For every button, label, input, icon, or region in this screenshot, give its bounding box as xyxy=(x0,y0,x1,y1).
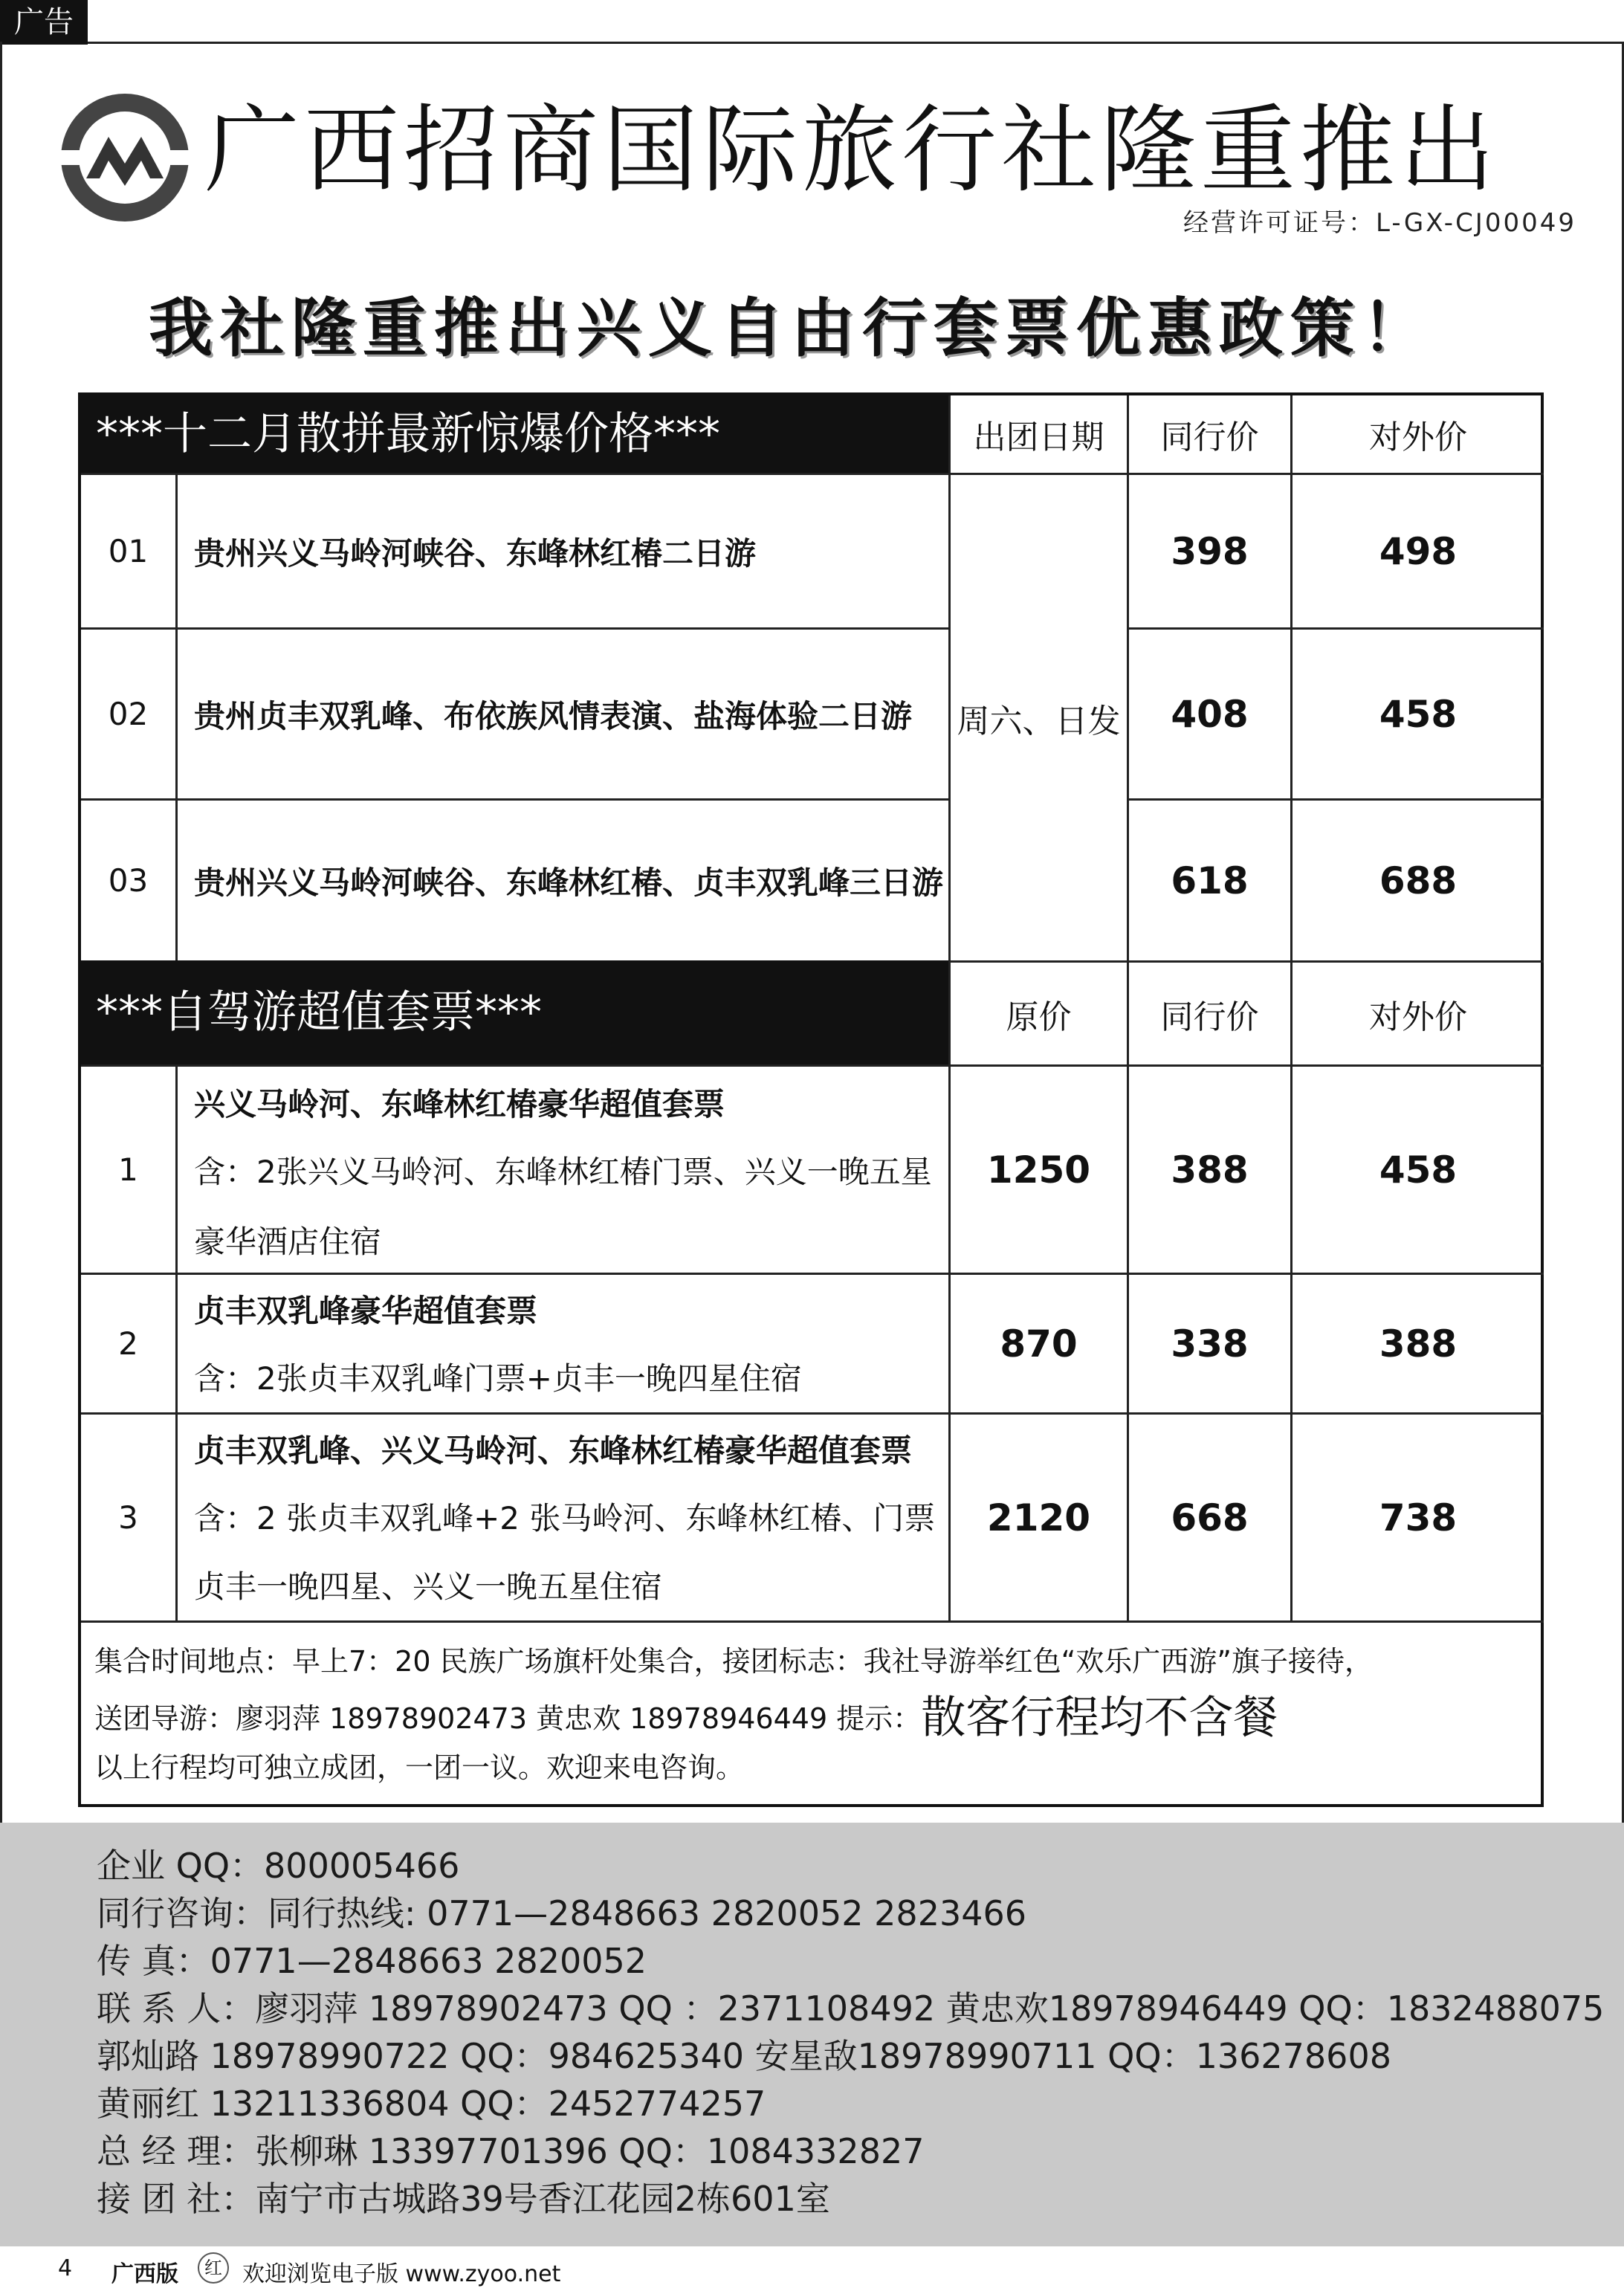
trade-price: 398 xyxy=(1127,473,1290,627)
contact-line: 同行咨询：同行热线: 0771—2848663 2820052 2823466 xyxy=(97,1893,1027,1933)
package-details xyxy=(175,1064,948,1273)
trade-price: 408 xyxy=(1127,627,1290,798)
route-name: 贵州兴义马岭河峡谷、东峰林红椿二日游 xyxy=(175,473,948,627)
route-name: 贵州贞丰双乳峰、布依族风情表演、盐海体验二日游 xyxy=(175,627,948,798)
contact-line: 黄丽红 13211336804 QQ：2452774257 xyxy=(97,2084,766,2124)
page-number: 4 xyxy=(58,2255,73,2281)
col-trade-price: 同行价 xyxy=(1127,395,1290,473)
website-link[interactable]: 欢迎浏览电子版 www.zyoo.net xyxy=(242,2261,561,2287)
page-frame-top xyxy=(88,42,1624,44)
retail-price: 688 xyxy=(1290,798,1544,960)
original-price: 2120 xyxy=(948,1412,1127,1620)
tour-notes xyxy=(81,1620,1544,1807)
package-desc: 含：2 张贞丰双乳峰+2 张马岭河、东峰林红椿、门票 xyxy=(194,1500,936,1536)
col-trade-price: 同行价 xyxy=(1127,960,1290,1064)
notes-line: 以上行程均可独立成团，一团一议。欢迎来电咨询。 xyxy=(94,1751,745,1784)
license-number: 经营许可证号：L-GX-CJ00049 xyxy=(1183,208,1576,238)
col-retail-price: 对外价 xyxy=(1290,960,1544,1064)
edition-badge-icon: 红 xyxy=(198,2252,229,2284)
col-retail-price: 对外价 xyxy=(1290,395,1544,473)
retail-price: 458 xyxy=(1290,1064,1544,1273)
contact-line: 企业 QQ：800005466 xyxy=(97,1846,460,1886)
row-number: 03 xyxy=(81,798,175,960)
package-desc: 豪华酒店住宿 xyxy=(194,1224,382,1260)
section2-title: ***自驾游超值套票*** xyxy=(81,960,948,1064)
contact-line: 接 团 社：南宁市古城路39号香江花园2栋601室 xyxy=(97,2179,830,2219)
header-title: 广西招商国际旅行社隆重推出 xyxy=(204,95,1500,206)
package-number: 1 xyxy=(81,1064,175,1273)
package-number: 2 xyxy=(81,1273,175,1412)
edition-label: 广西版 xyxy=(111,2261,178,2287)
departure-days: 周六、日发 xyxy=(948,473,1127,960)
notes-guides: 送团导游：廖羽萍 18978902473 黄忠欢 18978946449 提示： xyxy=(94,1702,922,1735)
trade-price: 618 xyxy=(1127,798,1290,960)
contact-line: 联 系 人：廖羽萍 18978902473 QQ ：2371108492 黄忠欢18978946449 QQ：1832488075 xyxy=(97,1988,1605,2029)
slogan: 我社隆重推出兴义自由行套票优惠政策！ xyxy=(149,291,1433,366)
row-number: 02 xyxy=(81,627,175,798)
section1-title: ***十二月散拼最新惊爆价格*** xyxy=(81,395,948,473)
notes-line: 集合时间地点：早上7：20 民族广场旗杆处集合，接团标志：我社导游举红色“欢乐广西游”旗子接待， xyxy=(94,1645,1373,1678)
retail-price: 498 xyxy=(1290,473,1544,627)
col-original-price: 原价 xyxy=(948,960,1127,1064)
trade-price: 338 xyxy=(1127,1273,1290,1412)
price-table xyxy=(78,392,1544,1807)
contact-line: 传 真：0771—2848663 2820052 xyxy=(97,1941,647,1981)
package-title: 贞丰双乳峰豪华超值套票 xyxy=(194,1293,538,1329)
row-number: 01 xyxy=(81,473,175,627)
company-logo xyxy=(58,91,192,224)
route-name: 贵州兴义马岭河峡谷、东峰林红椿、贞丰双乳峰三日游 xyxy=(175,798,948,960)
ad-tag: 广告 xyxy=(0,0,88,45)
contact-info xyxy=(0,1823,1624,2246)
retail-price: 388 xyxy=(1290,1273,1544,1412)
page-footer xyxy=(0,2251,1624,2287)
package-desc: 贞丰一晚四星、兴义一晚五星住宿 xyxy=(194,1568,663,1605)
retail-price: 738 xyxy=(1290,1412,1544,1620)
notes-line xyxy=(94,1690,1544,1747)
trade-price: 388 xyxy=(1127,1064,1290,1273)
notes-highlight: 散客行程均不含餐 xyxy=(921,1692,1278,1744)
trade-price: 668 xyxy=(1127,1412,1290,1620)
retail-price: 458 xyxy=(1290,627,1544,798)
package-title: 贞丰双乳峰、兴义马岭河、东峰林红椿豪华超值套票 xyxy=(194,1432,913,1469)
package-desc: 含：2张贞丰双乳峰门票+贞丰一晚四星住宿 xyxy=(194,1360,802,1397)
package-number: 3 xyxy=(81,1412,175,1620)
page-frame-left xyxy=(0,42,2,1826)
original-price: 870 xyxy=(948,1273,1127,1412)
package-title: 兴义马岭河、东峰林红椿豪华超值套票 xyxy=(194,1086,725,1122)
package-details xyxy=(175,1412,948,1620)
package-details xyxy=(175,1273,948,1412)
contact-line: 总 经 理：张柳琳 13397701396 QQ：1084332827 xyxy=(97,2131,925,2171)
package-desc: 含：2张兴义马岭河、东峰林红椿门票、兴义一晚五星 xyxy=(194,1154,932,1190)
contact-line: 郭灿路 18978990722 QQ：984625340 安星敌18978990711 QQ：136278608 xyxy=(97,2036,1391,2076)
original-price: 1250 xyxy=(948,1064,1127,1273)
col-departure: 出团日期 xyxy=(948,395,1127,473)
